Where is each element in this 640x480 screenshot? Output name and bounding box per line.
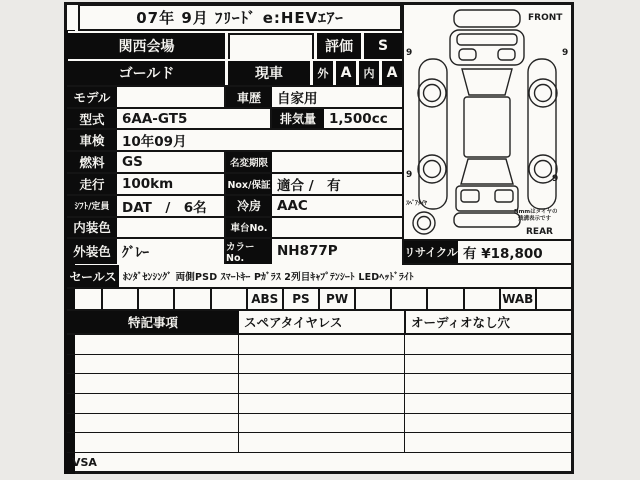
equipment-cell — [465, 289, 501, 309]
tire-note-line1: Nmmはタイヤの — [514, 209, 558, 215]
field-value — [117, 87, 226, 107]
equipment-cell — [537, 289, 571, 309]
equipment-cell-abs: ABS — [248, 289, 284, 309]
field-value — [272, 152, 403, 171]
field-value — [117, 218, 226, 237]
notes-header-label: 特記事項 — [67, 311, 239, 333]
field-label: 走行 — [67, 174, 117, 194]
equipment-cell — [356, 289, 392, 309]
tire-note-line2: 残溝表示です — [518, 216, 552, 222]
field-value: DAT / 6名 — [117, 196, 226, 216]
field-row-exterior-color — [67, 239, 403, 264]
equipment-cell — [139, 289, 175, 309]
field-row-type — [67, 109, 403, 130]
tread-front-right: 9 — [562, 48, 569, 58]
footer-row — [67, 453, 571, 471]
field-value: NH877P — [272, 239, 403, 264]
taillight-right-shape — [495, 190, 513, 202]
field-label: モデル — [67, 87, 117, 107]
vehicle-field-table — [67, 85, 403, 264]
grade-label-cell: 評価 — [317, 33, 361, 59]
field-label: ｼﾌﾄ/定員 — [67, 196, 117, 216]
field-label: 冷房 — [226, 196, 272, 216]
sales-label: セールス — [67, 265, 119, 287]
notes-empty-row — [67, 374, 571, 394]
equipment-row — [67, 289, 571, 311]
notes-empty-row — [67, 355, 571, 375]
windshield-shape — [462, 69, 512, 95]
auction-header-row — [68, 31, 402, 59]
recycle-value: 有 ¥18,800 — [458, 241, 571, 263]
front-label: FRONT — [528, 13, 563, 23]
exterior-grade-cell: A — [336, 61, 356, 85]
front-bumper-shape — [454, 10, 520, 27]
field-value: 100km — [117, 174, 226, 194]
notes-grid — [67, 335, 571, 453]
field-label: 車台No. — [226, 218, 272, 237]
equipment-cell — [392, 289, 428, 309]
field-value: AAC — [272, 196, 403, 216]
venue-cell: 関西会場 — [68, 33, 225, 59]
notes-empty-row — [67, 414, 571, 434]
field-value — [272, 218, 403, 237]
rear-window-shape — [461, 159, 513, 184]
interior-label-cell: 内 — [359, 61, 379, 85]
notes-header-row — [67, 311, 571, 335]
field-value: 6AA-GT5 — [117, 109, 272, 128]
field-row-mileage — [67, 174, 403, 196]
equipment-cell-ps: PS — [284, 289, 320, 309]
exterior-label-cell: 外 — [313, 61, 333, 85]
field-value: GS — [117, 152, 226, 171]
field-label: 燃料 — [67, 152, 117, 171]
tread-front-left: 9 — [406, 48, 413, 58]
windshield-bar-shape — [457, 34, 517, 45]
equipment-cell-pw: PW — [320, 289, 356, 309]
sales-row — [67, 265, 571, 289]
spare-tire-shape — [413, 212, 435, 234]
sales-points: ﾎﾝﾀﾞｾﾝｼﾝｸﾞ 両側PSD ｽﾏｰﾄｷｰ Pｶﾞﾗｽ 2列目ｷｬﾌﾟﾃﾝｼｰﾄ LEDﾍｯﾄﾞﾗｲﾄ — [119, 265, 571, 287]
field-row-interior-color — [67, 218, 403, 239]
car-diagram-panel — [402, 5, 571, 241]
field-value: 10年09月 — [117, 130, 403, 150]
tread-rear-left: 9 — [406, 170, 413, 180]
field-row-shaken — [67, 130, 403, 152]
vehicle-title: 07年 9月 ﾌﾘｰﾄﾞ e:HEVｴｱｰ — [136, 9, 344, 27]
membership-cell: ゴールド — [68, 61, 225, 85]
equipment-cell — [67, 289, 103, 309]
grade-value-cell: S — [364, 33, 402, 59]
equipment-cell — [103, 289, 139, 309]
auction-sheet — [64, 2, 574, 474]
field-value: ｸﾞﾚｰ — [117, 239, 226, 264]
field-label: Nox/保証 — [226, 174, 272, 194]
field-row-fuel — [67, 152, 403, 173]
headlight-right-shape — [498, 49, 515, 60]
front-left-tire-shape — [418, 79, 446, 107]
rear-label: REAR — [526, 227, 553, 237]
headlight-left-shape — [459, 49, 476, 60]
recycle-row — [402, 241, 571, 265]
field-label: 名変期限 — [226, 152, 272, 171]
inspection-header-row — [68, 59, 402, 85]
recycle-label: リサイクル — [404, 241, 458, 263]
equipment-cell — [175, 289, 211, 309]
field-label: 車歴 — [226, 87, 272, 107]
equipment-cell — [212, 289, 248, 309]
field-label: 型式 — [67, 109, 117, 128]
spare-tire-label: ｽﾍﾟｱﾀｲﾔ — [406, 200, 428, 207]
field-value: 自家用 — [272, 87, 403, 107]
notes-empty-row — [67, 335, 571, 355]
field-value: 適合 / 有 — [272, 174, 403, 194]
rear-bumper-shape — [454, 213, 520, 227]
taillight-left-shape — [461, 190, 479, 202]
notes-empty-row — [67, 433, 571, 453]
equipment-cell-wab: WAB — [501, 289, 537, 309]
rear-left-tire-shape — [418, 155, 446, 183]
title-row — [78, 5, 402, 31]
field-label: 車検 — [67, 130, 117, 150]
field-row-shift-capacity — [67, 196, 403, 218]
front-right-tire-shape — [529, 79, 557, 107]
car-damage-diagram — [404, 5, 571, 237]
note-no-audio: オーディオなし穴 — [406, 311, 571, 333]
tread-rear-right: 9 — [552, 174, 559, 184]
field-label: 外装色 — [67, 239, 117, 264]
inspection-cell: 現車 — [228, 61, 310, 85]
field-row-model — [67, 87, 403, 109]
roof-shape — [464, 97, 510, 157]
field-label: 内装色 — [67, 218, 117, 237]
equipment-cell — [428, 289, 464, 309]
notes-empty-row — [67, 394, 571, 414]
field-label: 排気量 — [272, 109, 324, 128]
interior-grade-cell: A — [382, 61, 402, 85]
vsa-label: VSA — [72, 455, 97, 469]
note-spare-tireless: スペアタイヤレス — [239, 311, 406, 333]
field-value: 1,500cc — [324, 109, 403, 128]
field-label: カラーNo. — [226, 239, 272, 264]
